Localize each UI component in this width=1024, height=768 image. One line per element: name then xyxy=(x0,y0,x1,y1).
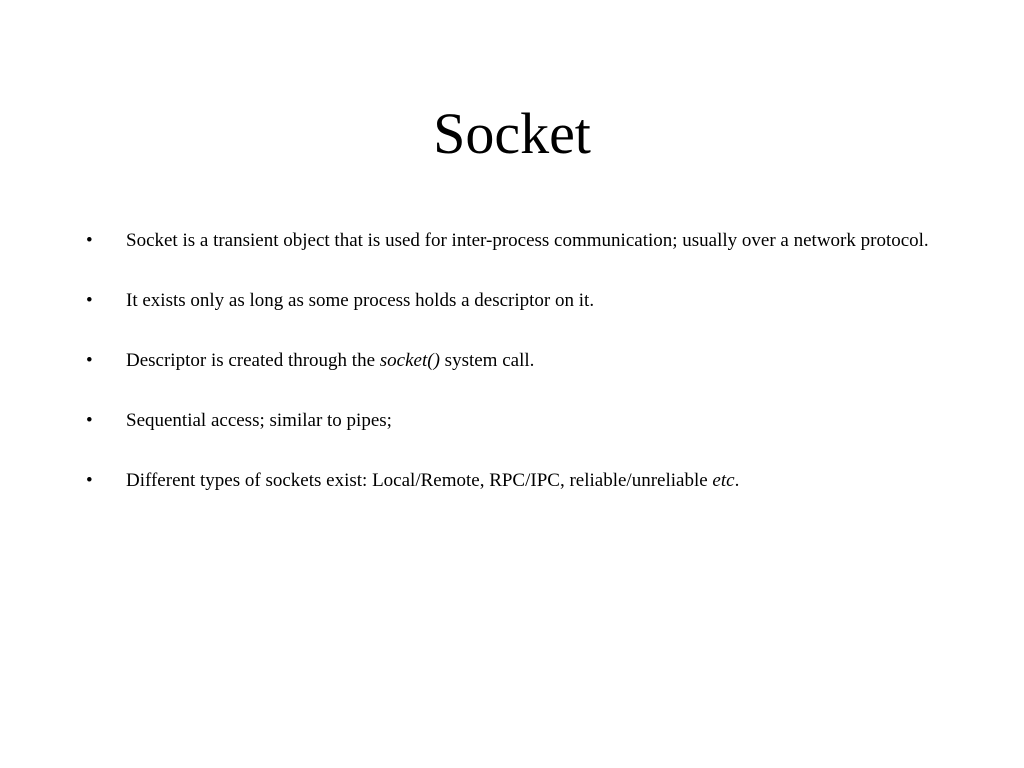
bullet-item-lifetime xyxy=(82,288,952,313)
bullet-text-italic: socket() xyxy=(379,350,440,371)
bullet-list xyxy=(82,228,952,528)
bullet-text-after: system call. xyxy=(439,350,535,371)
bullet-icon: • xyxy=(86,290,93,311)
slide-title: Socket xyxy=(433,101,591,166)
bullet-item-socket-types xyxy=(82,468,952,493)
bullet-text-before: Different types of sockets exist: Local/Remote, RPC/IPC, reliable/unreliable xyxy=(126,470,713,491)
bullet-text: It exists only as long as some process holds a descriptor on it. xyxy=(126,290,595,311)
bullet-item-descriptor xyxy=(82,348,952,373)
bullet-text-italic: etc xyxy=(712,470,735,491)
bullet-icon: • xyxy=(86,470,93,491)
bullet-text: Socket is a transient object that is used for inter-process communication; usually over a network protocol. xyxy=(126,230,929,251)
bullet-item-socket-definition xyxy=(82,228,952,253)
bullet-item-sequential-access xyxy=(82,408,952,433)
bullet-icon: • xyxy=(86,350,93,371)
bullet-text-after: . xyxy=(734,470,740,491)
bullet-text: Sequential access; similar to pipes; xyxy=(126,410,392,431)
bullet-text-before: Descriptor is created through the xyxy=(126,350,380,371)
bullet-icon: • xyxy=(86,230,93,251)
bullet-icon: • xyxy=(86,410,93,431)
